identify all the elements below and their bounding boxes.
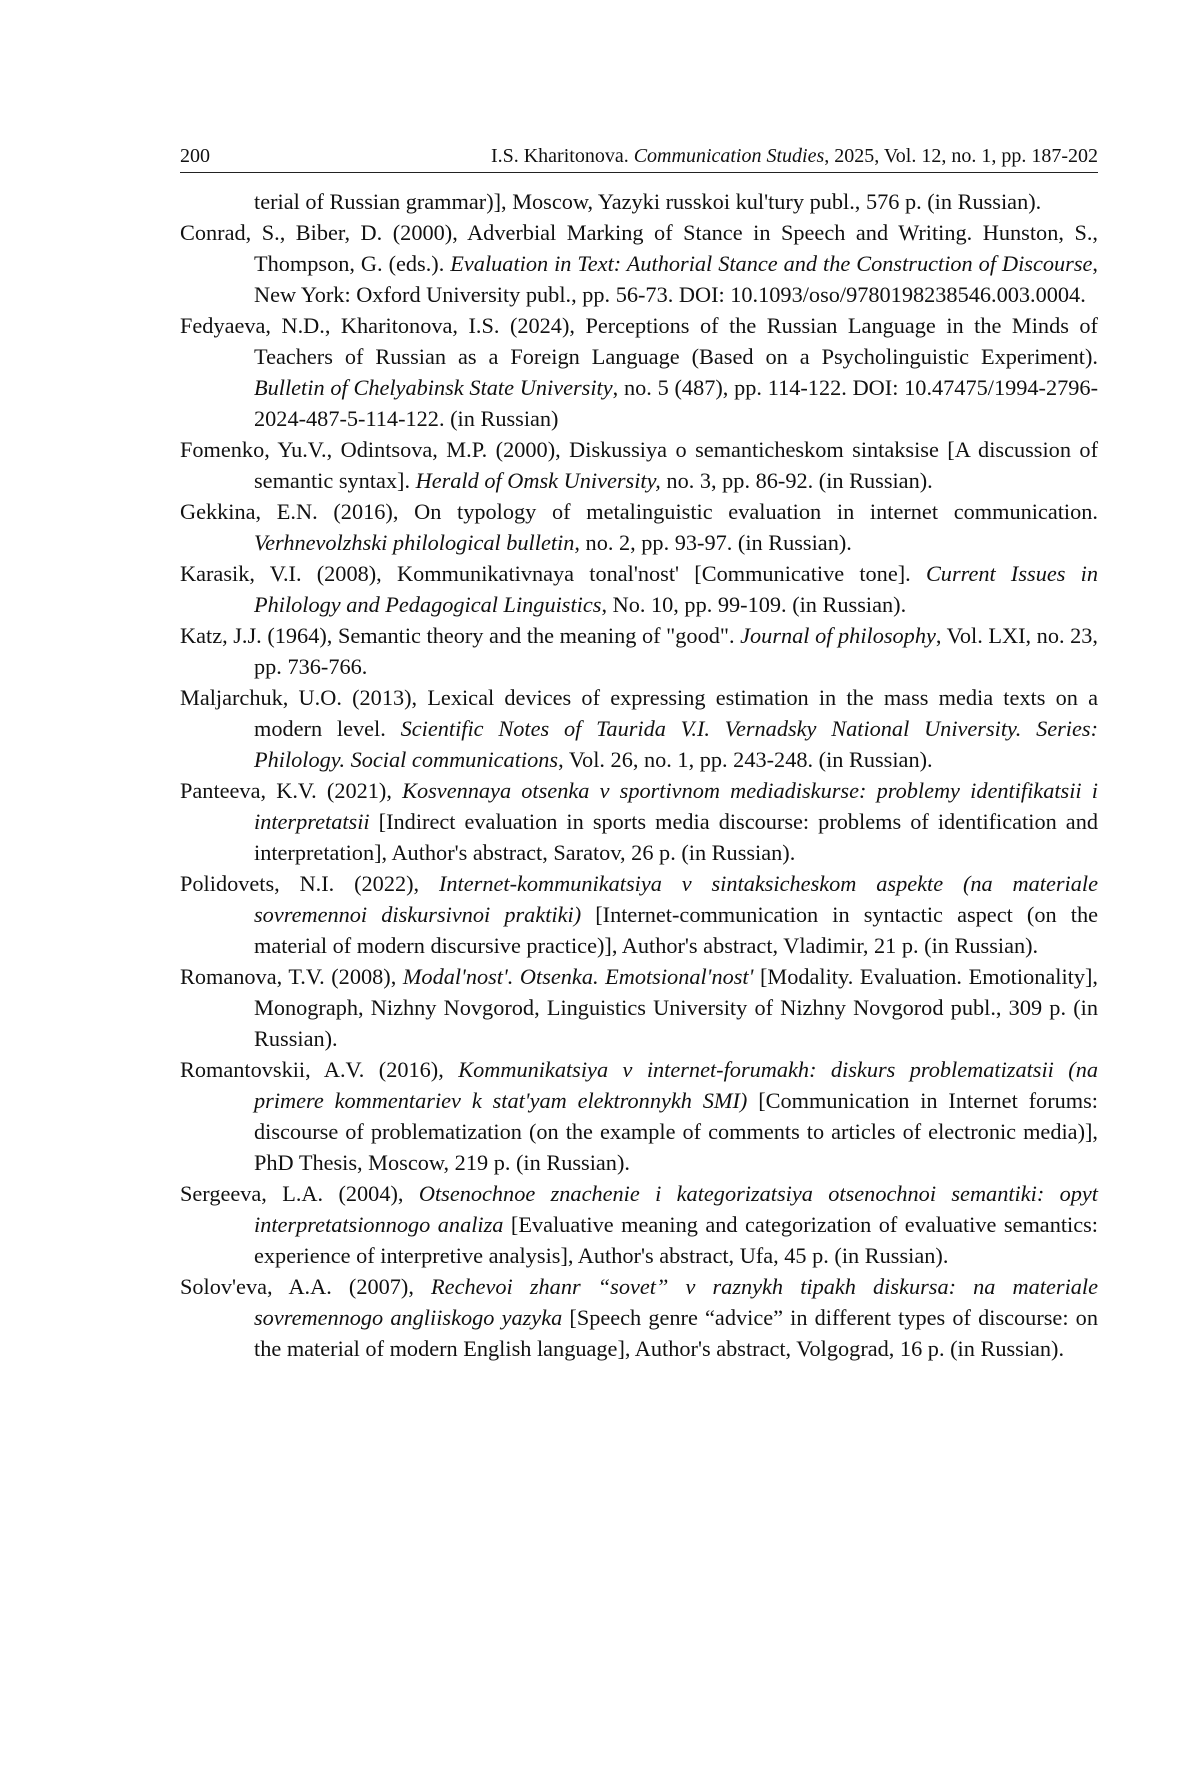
reference-entry: Panteeva, K.V. (2021), Kosvennaya otsenka v sportivnom mediadiskurse: problemy identifikatsii i interpretatsii [Indirect evaluation in sports media discourse: problems of identification and interpretation], Author's abstract, Saratov, 26 p. (in Russian).: [180, 778, 1098, 865]
page-number: 200: [180, 145, 210, 167]
reference-entry: Romantovskii, A.V. (2016), Kommunikatsiya v internet-forumakh: diskurs problematizatsii (na primere kommentariev k stat'yam elektronnykh SMI) [Communication in Internet forums: discourse of problematization (on the example of comments to articles of electronic media)], PhD Thesis, Moscow, 219 p. (in Russian).: [180, 1057, 1098, 1175]
reference-list: [180, 186, 1098, 1364]
reference-entry: Solov'eva, A.A. (2007), Rechevoi zhanr “sovet” v raznykh tipakh diskursa: na materiale sovremennogo angliiskogo yazyka [Speech genre “advice” in different types of discourse: on the material of modern English language], Author's abstract, Volgograd, 16 p. (in Russian).: [180, 1274, 1098, 1361]
running-title-details: , 2025, Vol. 12, no. 1, pp. 187-202: [824, 145, 1098, 167]
reference-entry: Polidovets, N.I. (2022), Internet-kommunikatsiya v sintaksicheskom aspekte (na materiale sovremennoi diskursivnoi praktiki) [Internet-communication in syntactic aspect (on the material of modern discursive practice)], Author's abstract, Vladimir, 21 p. (in Russian).: [180, 871, 1098, 958]
reference-entry: Conrad, S., Biber, D. (2000), Adverbial Marking of Stance in Speech and Writing. Hunston, S., Thompson, G. (eds.). Evaluation in Text: Authorial Stance and the Construction of Discourse, New York: Oxford University publ., pp. 56-73. DOI: 10.1093/oso/9780198238546.003.0004.: [180, 220, 1098, 307]
reference-entry: Gekkina, E.N. (2016), On typology of metalinguistic evaluation in internet communication. Verhnevolzhski philological bulletin, no. 2, pp. 93-97. (in Russian).: [180, 499, 1098, 555]
reference-entry: Sergeeva, L.A. (2004), Otsenochnoe znachenie i kategorizatsiya otsenochnoi semantiki: opyt interpretatsionnogo analiza [Evaluative meaning and categorization of evaluative semantics: experience of interpretive analysis], Author's abstract, Ufa, 45 p. (in Russian).: [180, 1181, 1098, 1268]
reference-entry: Fedyaeva, N.D., Kharitonova, I.S. (2024), Perceptions of the Russian Language in the Minds of Teachers of Russian as a Foreign Language (Based on a Psycholinguistic Experiment). Bulletin of Chelyabinsk State University, no. 5 (487), pp. 114-122. DOI: 10.47475/1994-2796-2024-487-5-114-122. (in Russian): [180, 313, 1098, 431]
reference-entry: Karasik, V.I. (2008), Kommunikativnaya tonal'nost' [Communicative tone]. Current Issues in Philology and Pedagogical Linguistics, No. 10, pp. 99-109. (in Russian).: [180, 561, 1098, 617]
running-title-journal: Communication Studies: [633, 145, 825, 167]
reference-entry: Maljarchuk, U.O. (2013), Lexical devices of expressing estimation in the mass media texts on a modern level. Scientific Notes of Taurida V.I. Vernadsky National University. Series: Philology. Social communications, Vol. 26, no. 1, pp. 243-248. (in Russian).: [180, 685, 1098, 772]
reference-entry: Romanova, T.V. (2008), Modal'nost'. Otsenka. Emotsional'nost' [Modality. Evaluation. Emotionality], Monograph, Nizhny Novgorod, Linguistics University of Nizhny Novgorod publ., 309 p. (in Russian).: [180, 964, 1098, 1051]
running-title: [491, 144, 1098, 168]
reference-entry: Fomenko, Yu.V., Odintsova, M.P. (2000), Diskussiya o semanticheskom sintaksise [A discussion of semantic syntax]. Herald of Omsk University, no. 3, pp. 86-92. (in Russian).: [180, 437, 1098, 493]
running-header: [180, 140, 1098, 173]
running-title-author: I.S. Kharitonova.: [490, 145, 629, 167]
reference-entry: terial of Russian grammar)], Moscow, Yazyki russkoi kul'tury publ., 576 p. (in Russian).: [254, 189, 1042, 214]
reference-entry: Katz, J.J. (1964), Semantic theory and the meaning of "good". Journal of philosophy, Vol. LXI, no. 23, pp. 736-766.: [180, 623, 1098, 679]
